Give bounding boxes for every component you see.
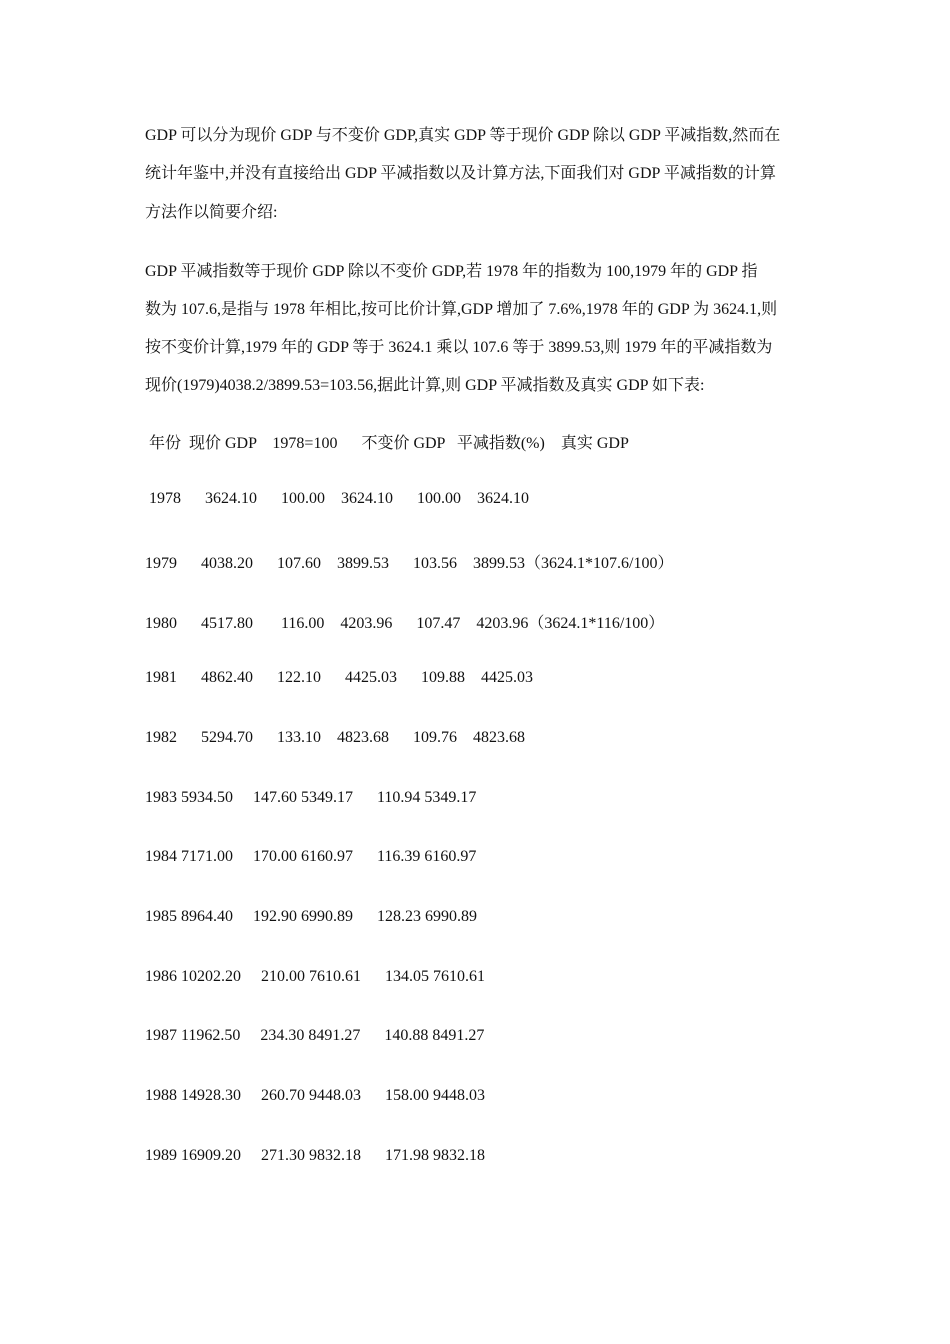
table-row: 1989 16909.20 271.30 9832.18 171.98 9832.18 [145, 1147, 485, 1164]
explanation-line: 数为 107.6,是指与 1978 年相比,按可比价计算,GDP 增加了 7.6%,1978 年的 GDP 为 3624.1,则 [145, 301, 778, 318]
intro-line: GDP 可以分为现价 GDP 与不变价 GDP,真实 GDP 等于现价 GDP 除以 GDP 平减指数,然而在 [145, 127, 781, 144]
table-header: 年份 现价 GDP 1978=100 不变价 GDP 平减指数(%) 真实 GDP [145, 435, 629, 452]
table-row: 1981 4862.40 122.10 4425.03 109.88 4425.03 [145, 669, 533, 686]
explanation-line: GDP 平减指数等于现价 GDP 除以不变价 GDP,若 1978 年的指数为 100,1979 年的 GDP 指 [145, 263, 758, 280]
table-row: 1988 14928.30 260.70 9448.03 158.00 9448.03 [145, 1087, 485, 1104]
table-row: 1979 4038.20 107.60 3899.53 103.56 3899.53（3624.1*107.6/100） [145, 555, 674, 572]
table-row: 1984 7171.00 170.00 6160.97 116.39 6160.97 [145, 848, 477, 865]
table-row: 1978 3624.10 100.00 3624.10 100.00 3624.10 [145, 490, 529, 507]
intro-line: 方法作以简要介绍: [145, 204, 278, 221]
table-row: 1980 4517.80 116.00 4203.96 107.47 4203.96（3624.1*116/100） [145, 615, 665, 632]
intro-line: 统计年鉴中,并没有直接给出 GDP 平减指数以及计算方法,下面我们对 GDP 平减指数的计算 [145, 165, 776, 182]
table-row: 1985 8964.40 192.90 6990.89 128.23 6990.89 [145, 908, 477, 925]
table-row: 1983 5934.50 147.60 5349.17 110.94 5349.17 [145, 789, 477, 806]
explanation-line: 按不变价计算,1979 年的 GDP 等于 3624.1 乘以 107.6 等于 3899.53,则 1979 年的平减指数为 [145, 339, 773, 356]
explanation-line: 现价(1979)4038.2/3899.53=103.56,据此计算,则 GDP 平减指数及真实 GDP 如下表: [145, 377, 705, 394]
table-row: 1982 5294.70 133.10 4823.68 109.76 4823.68 [145, 729, 525, 746]
table-row: 1986 10202.20 210.00 7610.61 134.05 7610.61 [145, 968, 485, 985]
table-row: 1987 11962.50 234.30 8491.27 140.88 8491.27 [145, 1027, 485, 1044]
